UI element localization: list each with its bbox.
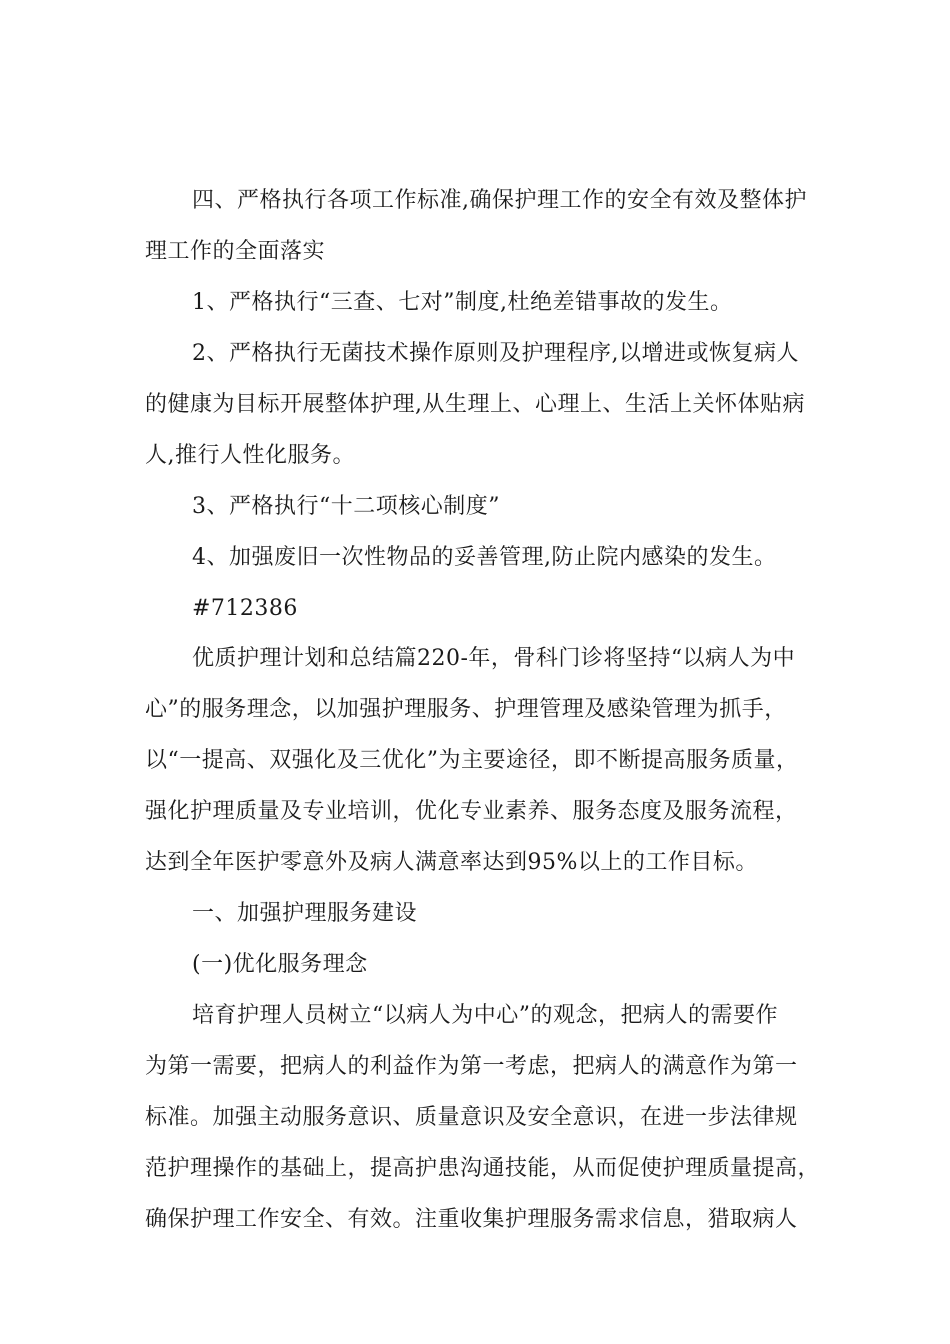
document-number: #712386	[192, 596, 298, 621]
service-paragraph-line-2: 为第一需要，把病人的利益作为第一考虑，把病人的满意作为第一	[145, 1054, 798, 1079]
item-1-line: 1、严格执行“三查、七对”制度,杜绝差错事故的发生。	[192, 290, 733, 315]
intro-paragraph-line-5: 达到全年医护零意外及病人满意率达到95%以上的工作目标。	[145, 850, 758, 875]
service-paragraph-line-5: 确保护理工作安全、有效。注重收集护理服务需求信息，猎取病人	[145, 1207, 798, 1232]
item-2-line-3: 人,推行人性化服务。	[145, 443, 355, 468]
service-paragraph-line-4: 范护理操作的基础上，提高护患沟通技能，从而促使护理质量提高，	[145, 1156, 821, 1181]
subsection-one-heading: (一)优化服务理念	[192, 952, 368, 977]
section-one-heading: 一、加强护理服务建设	[192, 901, 418, 926]
intro-paragraph-line-1: 优质护理计划和总结篇220-年，骨科门诊将坚持“以病人为中	[192, 646, 796, 671]
service-paragraph-line-1: 培育护理人员树立“以病人为中心”的观念，把病人的需要作	[192, 1003, 778, 1028]
item-2-line-2: 的健康为目标开展整体护理,从生理上、心理上、生活上关怀体贴病	[145, 392, 805, 417]
item-4-line: 4、加强废旧一次性物品的妥善管理,防止院内感染的发生。	[192, 545, 777, 570]
section-four-heading-line-2: 理工作的全面落实	[145, 239, 326, 264]
intro-paragraph-line-3: 以“一提高、双强化及三优化”为主要途径，即不断提高服务质量，	[145, 748, 799, 773]
item-2-line-1: 2、严格执行无菌技术操作原则及护理程序,以增进或恢复病人	[192, 341, 799, 366]
item-3-line: 3、严格执行“十二项核心制度”	[192, 494, 500, 519]
intro-paragraph-line-4: 强化护理质量及专业培训，优化专业素养、服务态度及服务流程，	[145, 799, 798, 824]
section-four-heading-line-1: 四、严格执行各项工作标准,确保护理工作的安全有效及整体护	[192, 188, 807, 213]
service-paragraph-line-3: 标准。加强主动服务意识、质量意识及安全意识，在进一步法律规	[145, 1105, 798, 1130]
intro-paragraph-line-2: 心”的服务理念，以加强护理服务、护理管理及感染管理为抓手，	[145, 697, 787, 722]
